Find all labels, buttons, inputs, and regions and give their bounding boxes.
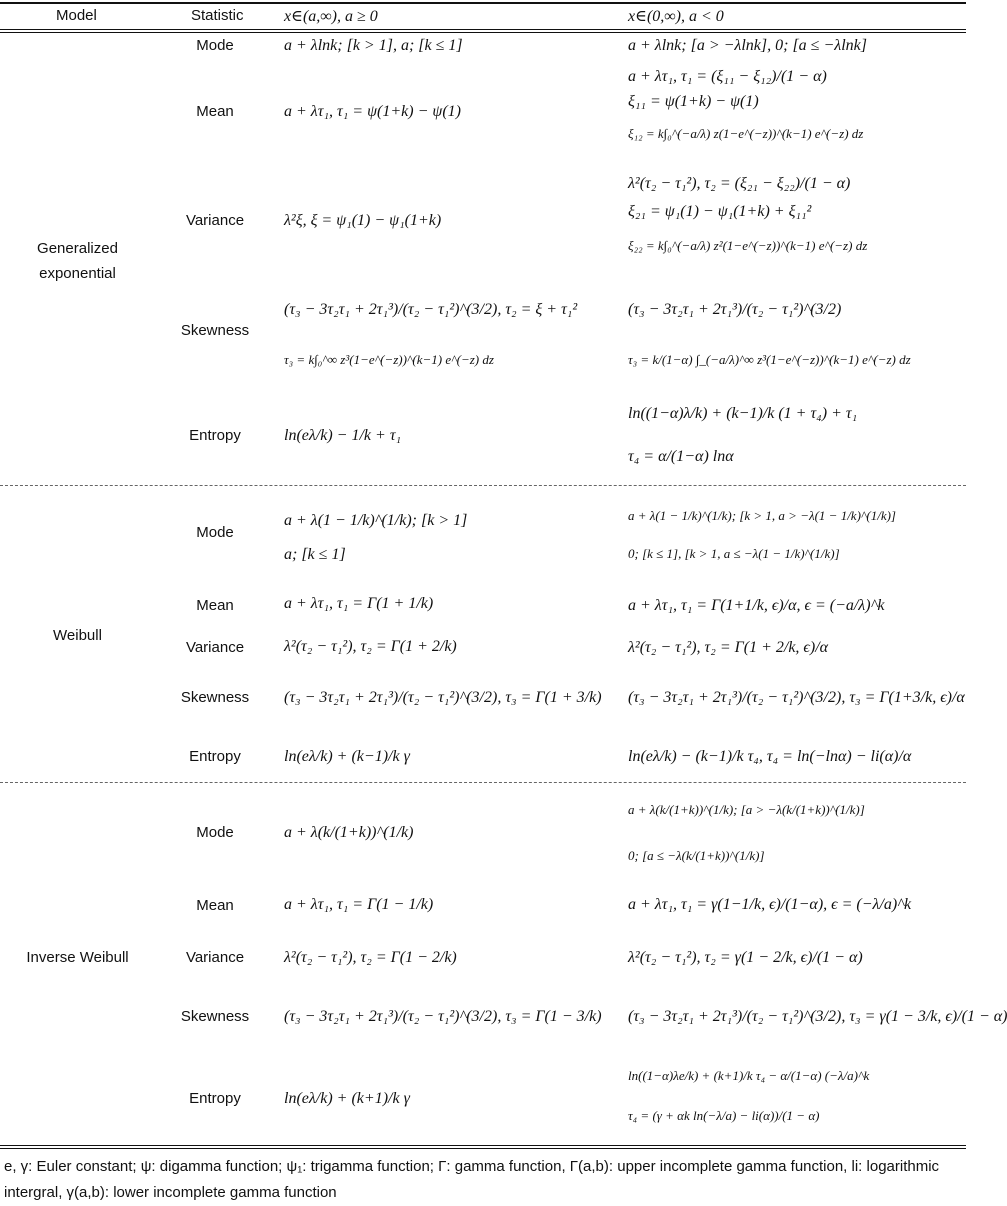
formula-weibull-mode-neg-2: 0; [k ≤ 1], [k > 1, a ≤ −λ(1 − 1/k)^(1/k)] — [628, 546, 840, 561]
formula-ge-mean-neg-3: ξ₁₂ = k∫₀^(−a/λ) z(1−e^(−z))^(k−1) e^(−z) dz — [628, 126, 864, 141]
header-positive-location: x∈(a,∞), a ≥ 0 — [284, 8, 378, 25]
formula-ge-entropy-pos: ln(eλ/k) − 1/k + τ₁ — [284, 427, 402, 444]
formula-weibull-entropy-pos: ln(eλ/k) + (k−1)/k γ — [284, 748, 410, 765]
formula-weibull-mean-neg: a + λτ₁, τ₁ = Γ(1+1/k, ϵ)/α, ϵ = (−a/λ)^k — [628, 597, 885, 614]
formula-ge-skewness-pos-1: (τ₃ − 3τ₂τ₁ + 2τ₁³)/(τ₂ − τ₁²)^(3/2), τ₂ = ξ + τ₁² — [284, 301, 578, 318]
stat-iw-mean: Mean — [196, 897, 234, 914]
stat-weibull-entropy: Entropy — [189, 748, 241, 765]
stat-ge-entropy: Entropy — [189, 427, 241, 444]
table-bottom-rule-1 — [0, 1145, 966, 1146]
formula-ge-mode-neg: a + λlnk; [a > −λlnk], 0; [a ≤ −λlnk] — [628, 37, 867, 54]
stat-ge-variance: Variance — [185, 212, 245, 229]
formula-iw-mode-pos: a + λ(k/(1+k))^(1/k) — [284, 824, 414, 841]
formula-iw-mode-neg-1: a + λ(k/(1+k))^(1/k); [a > −λ(k/(1+k))^(1/k)] — [628, 802, 865, 817]
formula-weibull-mode-pos-1: a + λ(1 − 1/k)^(1/k); [k > 1] — [284, 512, 468, 529]
formula-ge-mean-pos: a + λτ₁, τ₁ = ψ(1+k) − ψ(1) — [284, 103, 461, 120]
stat-iw-skewness: Skewness — [180, 1008, 250, 1025]
formula-iw-entropy-pos: ln(eλ/k) + (k+1)/k γ — [284, 1090, 410, 1107]
stat-weibull-mean: Mean — [196, 597, 234, 614]
model-weibull: Weibull — [53, 627, 102, 644]
stat-ge-skewness: Skewness — [180, 322, 250, 339]
formula-ge-variance-neg-2: ξ₂₁ = ψ₁(1) − ψ₁(1+k) + ξ₁₁² — [628, 203, 812, 220]
formula-iw-mode-neg-2: 0; [a ≤ −λ(k/(1+k))^(1/k)] — [628, 848, 765, 863]
formula-ge-mean-neg-2: ξ₁₁ = ψ(1+k) − ψ(1) — [628, 93, 759, 110]
formula-ge-skewness-neg-1: (τ₃ − 3τ₂τ₁ + 2τ₁³)/(τ₂ − τ₁²)^(3/2) — [628, 301, 842, 318]
formula-iw-variance-neg: λ²(τ₂ − τ₁²), τ₂ = γ(1 − 2/k, ϵ)/(1 − α) — [628, 949, 863, 966]
stat-weibull-variance: Variance — [185, 639, 245, 656]
formula-weibull-mode-neg-1: a + λ(1 − 1/k)^(1/k); [k > 1, a > −λ(1 − 1/k)^(1/k)] — [628, 508, 896, 523]
header-model: Model — [56, 7, 97, 24]
formula-ge-mode-pos: a + λlnk; [k > 1], a; [k ≤ 1] — [284, 37, 463, 54]
formula-ge-mean-neg-1: a + λτ₁, τ₁ = (ξ₁₁ − ξ₁₂)/(1 − α) — [628, 68, 827, 85]
formula-iw-skewness-pos: (τ₃ − 3τ₂τ₁ + 2τ₁³)/(τ₂ − τ₁²)^(3/2), τ₃ = Γ(1 − 3/k) — [284, 1008, 602, 1025]
formula-ge-skewness-pos-2: τ₃ = k∫₀^∞ z³(1−e^(−z))^(k−1) e^(−z) dz — [284, 352, 494, 367]
formula-ge-variance-neg-1: λ²(τ₂ − τ₁²), τ₂ = (ξ₂₁ − ξ₂₂)/(1 − α) — [628, 175, 851, 192]
formula-ge-variance-neg-3: ξ₂₂ = k∫₀^(−a/λ) z²(1−e^(−z))^(k−1) e^(−z) dz — [628, 238, 868, 253]
formula-iw-mean-pos: a + λτ₁, τ₁ = Γ(1 − 1/k) — [284, 896, 434, 913]
formula-weibull-variance-neg: λ²(τ₂ − τ₁²), τ₂ = Γ(1 + 2/k, ϵ)/α — [628, 639, 829, 656]
formula-weibull-mode-pos-2: a; [k ≤ 1] — [284, 546, 346, 563]
header-rule-1 — [0, 29, 966, 30]
header-rule-2 — [0, 32, 966, 33]
formula-iw-entropy-neg-1: ln((1−α)λe/k) + (k+1)/k τ₄ − α/(1−α) (−λ/a)^k — [628, 1068, 870, 1083]
formula-weibull-skewness-pos: (τ₃ − 3τ₂τ₁ + 2τ₁³)/(τ₂ − τ₁²)^(3/2), τ₃ = Γ(1 + 3/k) — [284, 689, 602, 706]
model-inverse-weibull: Inverse Weibull — [26, 949, 129, 966]
table-top-rule — [0, 2, 966, 4]
formula-ge-entropy-neg-2: τ₄ = α/(1−α) lnα — [628, 448, 734, 465]
formula-weibull-mean-pos: a + λτ₁, τ₁ = Γ(1 + 1/k) — [284, 595, 434, 612]
formula-iw-skewness-neg: (τ₃ − 3τ₂τ₁ + 2τ₁³)/(τ₂ − τ₁²)^(3/2), τ₃ = γ(1 − 3/k, ϵ)/(1 − α) — [628, 1008, 1007, 1025]
formula-iw-variance-pos: λ²(τ₂ − τ₁²), τ₂ = Γ(1 − 2/k) — [284, 949, 457, 966]
formula-weibull-entropy-neg: ln(eλ/k) − (k−1)/k τ₄, τ₄ = ln(−lnα) − li(α)/α — [628, 748, 912, 765]
formula-iw-mean-neg: a + λτ₁, τ₁ = γ(1−1/k, ϵ)/(1−α), ϵ = (−λ/a)^k — [628, 896, 912, 913]
section-divider-1 — [0, 485, 966, 486]
stat-ge-mode: Mode — [196, 37, 234, 54]
formula-iw-entropy-neg-2: τ₄ = (γ + αk ln(−λ/a) − li(α))/(1 − α) — [628, 1108, 820, 1123]
section-divider-2 — [0, 782, 966, 783]
formula-ge-skewness-neg-2: τ₃ = k/(1−α) ∫_(−a/λ)^∞ z³(1−e^(−z))^(k−1) e^(−z) dz — [628, 352, 911, 367]
formula-ge-variance-pos: λ²ξ, ξ = ψ₁(1) − ψ₁(1+k) — [284, 212, 442, 229]
formula-weibull-variance-pos: λ²(τ₂ − τ₁²), τ₂ = Γ(1 + 2/k) — [284, 638, 457, 655]
stat-iw-variance: Variance — [185, 949, 245, 966]
header-statistic: Statistic — [191, 7, 244, 24]
stat-iw-mode: Mode — [196, 824, 234, 841]
formula-weibull-skewness-neg: (τ₃ − 3τ₂τ₁ + 2τ₁³)/(τ₂ − τ₁²)^(3/2), τ₃ = Γ(1+3/k, ϵ)/α — [628, 689, 965, 706]
table-bottom-rule-2 — [0, 1148, 966, 1149]
header-negative-location: x∈(0,∞), a < 0 — [628, 8, 724, 25]
formula-ge-entropy-neg-1: ln((1−α)λ/k) + (k−1)/k (1 + τ₄) + τ₁ — [628, 405, 858, 422]
stat-weibull-skewness: Skewness — [180, 689, 250, 706]
table-footnote: e, γ: Euler constant; ψ: digamma function; ψ₁: trigamma function; Γ: gamma function, Γ(a,b): upper incomplete gamma function, li: logarithmic intergral, γ(a,b): lower incomplete gamma function — [4, 1158, 940, 1201]
model-generalized-exponential: Generalized exponential — [37, 240, 118, 282]
stat-weibull-mode: Mode — [196, 524, 234, 541]
stat-iw-entropy: Entropy — [189, 1090, 241, 1107]
stat-ge-mean: Mean — [196, 103, 234, 120]
